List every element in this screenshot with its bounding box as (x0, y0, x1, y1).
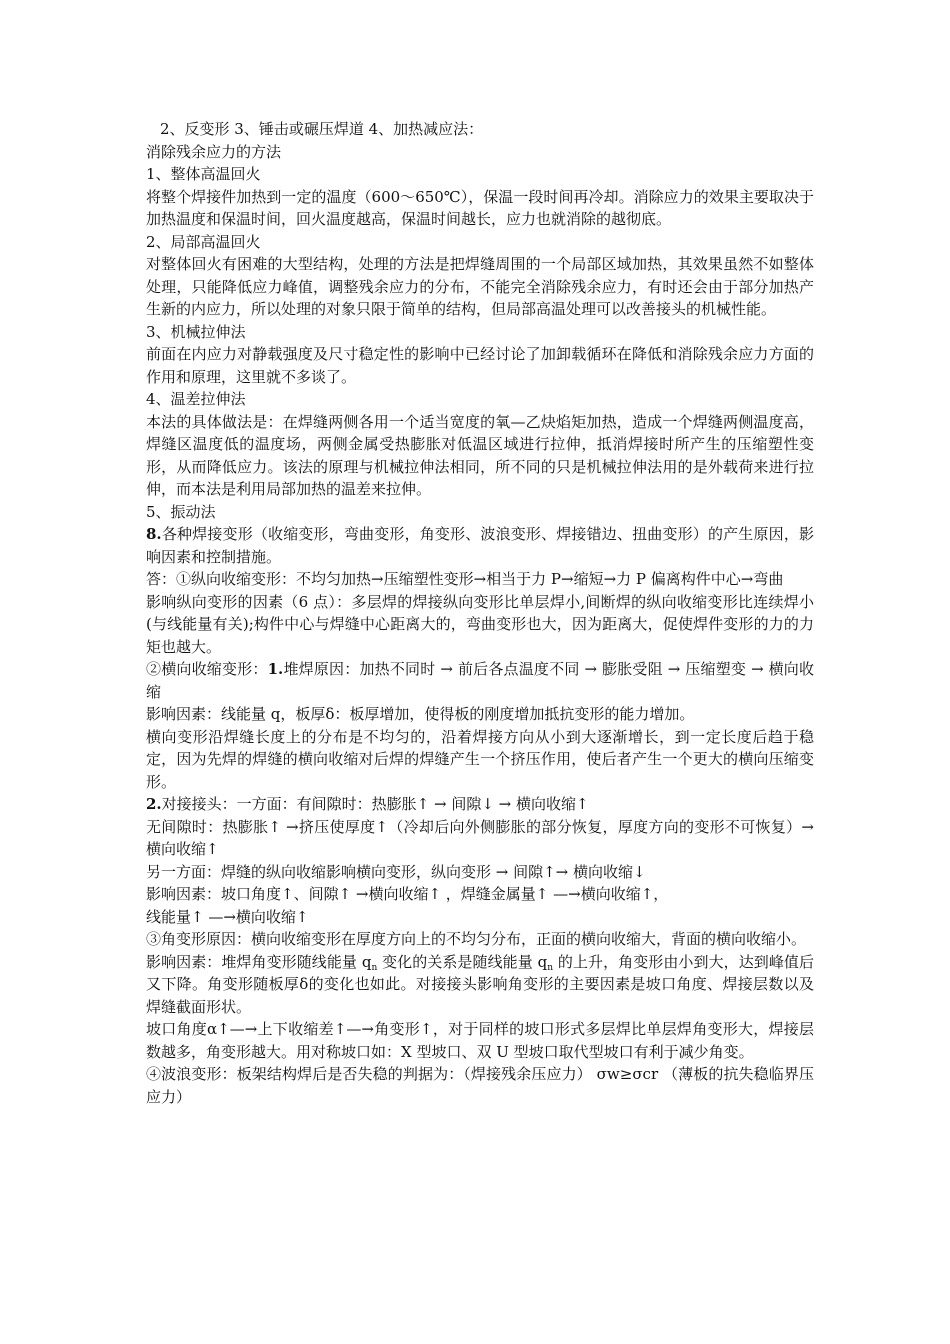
subscript: n (371, 962, 378, 973)
subheading: 4、温差拉伸法 (146, 390, 246, 408)
paragraph: 将整个焊接件加热到一定的温度（600～650℃），保温一段时间再冷却。消除应力的效果主要取决于加热温度和保温时间，回火温度越高，保温时间越长，应力也就消除的越彻底。 (146, 187, 814, 228)
paragraph: 本法的具体做法是：在焊缝两侧各用一个适当宽度的氧—乙炔焰矩加热，造成一个焊缝两侧温度高，焊缝区温度低的温度场，两侧金属受热膨胀对低温区域进行拉伸，抵消焊接时所产生的压缩塑性变形，从而降低应力。该法的原理与机械拉伸法相同，所不同的只是机械拉伸法用的是外载荷来进行拉伸，而本法是利用局部加热的温差来拉伸。 (146, 412, 814, 498)
text-span: 堆焊原因：加热不同时 → 前后各点温度不同 → 膨胀受阻 → 压缩塑变 → 横向收缩 (146, 660, 814, 701)
paragraph: 无间隙时：热膨胀↑ →挤压使厚度↑（冷却后向外侧膨胀的部分恢复，厚度方向的变形不可恢复）→横向收缩↑ (146, 817, 814, 858)
subscript: n (547, 962, 554, 973)
paragraph: ③角变形原因：横向收缩变形在厚度方向上的不均匀分布，正面的横向收缩大，背面的横向收缩小。 (146, 930, 807, 948)
subheading: 1、整体高温回火 (146, 165, 261, 183)
question-number: 8. (146, 525, 162, 543)
question-text: 各种焊接变形（收缩变形，弯曲变形，角变形、波浪变形、焊接错边、扭曲变形）的产生原因，影响因素和控制措施。 (146, 525, 814, 566)
paragraph: 坡口角度α↑—→上下收缩差↑—→角变形↑，对于同样的坡口形式多层焊比单层焊角变形大，焊接层数越多，角变形越大。用对称坡口如：X 型坡口、双 U 型坡口取代型坡口有利于减少角变。 (146, 1020, 814, 1061)
paragraph: 影响因素：线能量 q，板厚δ：板厚增加，使得板的刚度增加抵抗变形的能力增加。 (146, 705, 695, 723)
paragraph: 另一方面：焊缝的纵向收缩影响横向变形，纵向变形 → 间隙↑→ 横向收缩↓ (146, 862, 646, 881)
paragraph: 对整体回火有困难的大型结构，处理的方法是把焊缝周围的一个局部区域加热，其效果虽然不如整体处理，只能降低应力峰值，调整残余应力的分布，不能完全消除残余应力，有时还会由于部分加热产生新的内应力，所以处理的对象只限于简单的结构，但局部高温处理可以改善接头的机械性能。 (146, 255, 814, 318)
question-paragraph (146, 523, 814, 568)
text-span: ②横向收缩变形： (146, 660, 268, 678)
paragraph: 线能量↑ —→横向收缩↑ (146, 907, 309, 926)
paragraph: 2、反变形 3、锤击或碾压焊道 4、加热减应法： (160, 120, 484, 138)
paragraph: 横向变形沿焊缝长度上的分布是不均匀的，沿着焊接方向从小到大逐渐增长，到一定长度后趋于稳定，因为先焊的焊缝的横向收缩对后焊的焊缝产生一个挤压作用，使后者产生一个更大的横向压缩变形。 (146, 727, 814, 791)
paragraph: 影响因素：坡口角度↑、间隙↑ →横向收缩↑ ，焊缝金属量↑ —→横向收缩↑， (146, 885, 669, 903)
paragraph: 答：①纵向收缩变形：不均匀加热→压缩塑性变形→相当于力 P→缩短→力 P 偏离构件中心→弯曲 (146, 570, 784, 588)
text-span: 变化的关系是随线能量 q (377, 952, 548, 971)
paragraph: 影响纵向变形的因素（6 点）：多层焊的焊接纵向变形比单层焊小,间断焊的纵向收缩变形比连续焊小(与线能量有关);构件中心与焊缝中心距离大的，弯曲变形也大，因为距离大，促使焊件变形的力的力矩也越大。 (146, 592, 814, 656)
text-span: 影响因素：堆焊角变形随线能量 q (146, 952, 372, 971)
subheading: 3、机械拉伸法 (146, 322, 246, 341)
bold-number: 1. (267, 660, 284, 678)
subheading: 2、局部高温回火 (146, 232, 261, 251)
paragraph (146, 658, 814, 703)
paragraph (146, 793, 814, 816)
bold-number: 2. (146, 795, 162, 813)
document-body (146, 118, 814, 1108)
paragraph: 前面在内应力对静载强度及尺寸稳定性的影响中已经讨论了加卸载循环在降低和消除残余应力方面的作用和原理，这里就不多谈了。 (146, 345, 814, 386)
section-heading: 消除残余应力的方法 (146, 142, 282, 161)
paragraph (146, 951, 814, 1019)
subheading: 5、振动法 (146, 502, 216, 521)
text-span: 对接接头：一方面：有间隙时：热膨胀↑ → 间隙↓ → 横向收缩↑ (161, 795, 589, 813)
text-span: 的上升，角变形由小到大，达到峰值后又下降。角变形随板厚δ的变化也如此。对接接头影响角变形的主要因素是坡口角度、焊接层数以及焊缝截面形状。 (146, 952, 815, 1016)
paragraph: ④波浪变形：板架结构焊后是否失稳的判据为：（焊接残余压应力） σw≥σcr （薄板的抗失稳临界压应力） (146, 1065, 814, 1106)
